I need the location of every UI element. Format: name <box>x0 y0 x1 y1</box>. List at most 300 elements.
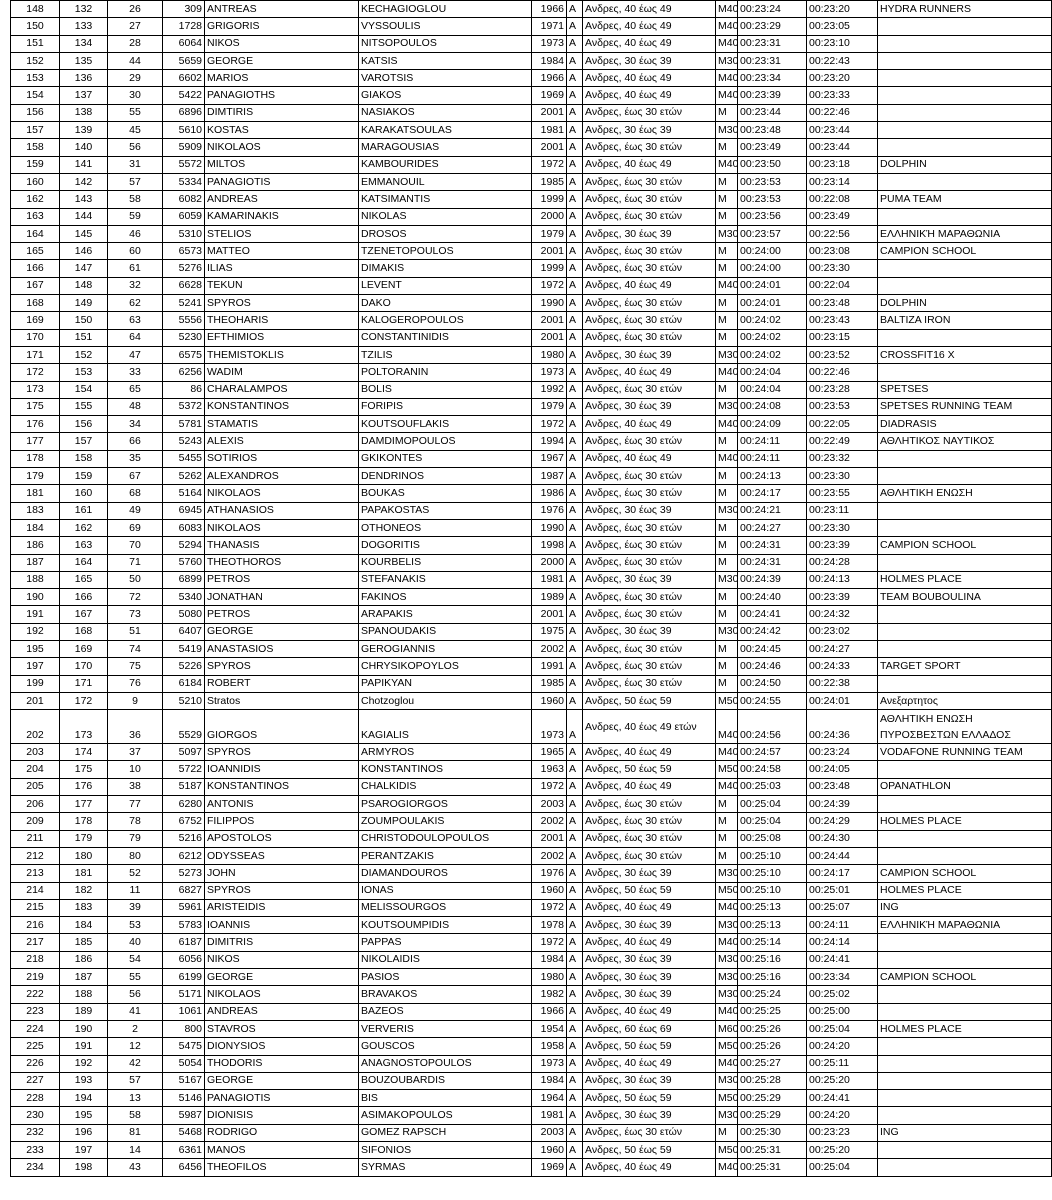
category-position-cell: 33 <box>108 364 163 381</box>
gender-position-cell: 136 <box>60 70 108 87</box>
overall-position-cell: 177 <box>11 433 60 450</box>
first-name-cell: ILIAS <box>205 260 359 277</box>
bib-number-cell: 5455 <box>163 450 205 467</box>
bib-number-cell: 5334 <box>163 173 205 190</box>
last-name-cell: KARAKATSOULAS <box>359 122 532 139</box>
last-name-cell: BRAVAKOS <box>359 986 532 1003</box>
category-code-cell: M <box>716 658 738 675</box>
table-row <box>11 1142 1052 1159</box>
category-position-cell: 45 <box>108 122 163 139</box>
category-label-cell: Ανδρες, έως 30 ετών <box>583 104 716 121</box>
net-time-cell: 00:24:41 <box>807 1090 878 1107</box>
gun-time-cell: 00:25:10 <box>738 882 807 899</box>
gun-time-cell: 00:24:04 <box>738 381 807 398</box>
category-label-cell: Ανδρες, έως 30 ετών <box>583 675 716 692</box>
category-label-cell: Ανδρες, έως 30 ετών <box>583 312 716 329</box>
last-name-cell: BOLIS <box>359 381 532 398</box>
gender-cell: A <box>567 398 583 415</box>
last-name-cell: SIFONIOS <box>359 1142 532 1159</box>
table-row <box>11 710 1052 744</box>
category-position-cell: 11 <box>108 882 163 899</box>
bib-number-cell: 5610 <box>163 122 205 139</box>
gender-cell: A <box>567 312 583 329</box>
overall-position-cell: 219 <box>11 969 60 986</box>
category-position-cell: 70 <box>108 537 163 554</box>
category-position-cell: 48 <box>108 398 163 415</box>
bib-number-cell: 5475 <box>163 1038 205 1055</box>
gender-cell: A <box>567 208 583 225</box>
table-row <box>11 813 1052 830</box>
first-name-cell: ANASTASIOS <box>205 640 359 657</box>
overall-position-cell: 232 <box>11 1124 60 1141</box>
gun-time-cell: 00:25:31 <box>738 1159 807 1176</box>
category-label-cell: Ανδρες, 30 έως 39 <box>583 917 716 934</box>
club-cell <box>878 450 1052 467</box>
gender-position-cell: 158 <box>60 450 108 467</box>
table-row <box>11 433 1052 450</box>
gender-position-cell: 163 <box>60 537 108 554</box>
gender-cell: A <box>567 761 583 778</box>
overall-position-cell: 206 <box>11 796 60 813</box>
gender-cell: A <box>567 571 583 588</box>
category-position-cell: 28 <box>108 35 163 52</box>
overall-position-cell: 163 <box>11 208 60 225</box>
category-position-cell: 49 <box>108 502 163 519</box>
bib-number-cell: 5187 <box>163 778 205 795</box>
first-name-cell: ANDREAS <box>205 191 359 208</box>
gender-cell: A <box>567 35 583 52</box>
table-row <box>11 416 1052 433</box>
gender-position-cell: 169 <box>60 640 108 657</box>
category-code-cell: M50 <box>716 882 738 899</box>
category-label-cell: Ανδρες, 30 έως 39 <box>583 502 716 519</box>
gun-time-cell: 00:24:31 <box>738 537 807 554</box>
net-time-cell: 00:22:38 <box>807 675 878 692</box>
net-time-cell: 00:22:08 <box>807 191 878 208</box>
gun-time-cell: 00:25:31 <box>738 1142 807 1159</box>
gender-cell: A <box>567 1 583 18</box>
birth-year-cell: 2002 <box>532 813 567 830</box>
category-label-cell: Ανδρες, 40 έως 49 <box>583 1 716 18</box>
gender-cell: A <box>567 1020 583 1037</box>
gender-position-cell: 140 <box>60 139 108 156</box>
table-row <box>11 589 1052 606</box>
birth-year-cell: 1986 <box>532 485 567 502</box>
club-cell <box>878 87 1052 104</box>
gender-cell: A <box>567 1003 583 1020</box>
category-position-cell: 68 <box>108 485 163 502</box>
bib-number-cell: 86 <box>163 381 205 398</box>
gender-position-cell: 176 <box>60 778 108 795</box>
net-time-cell: 00:23:30 <box>807 468 878 485</box>
category-position-cell: 41 <box>108 1003 163 1020</box>
birth-year-cell: 1960 <box>532 1142 567 1159</box>
gender-position-cell: 134 <box>60 35 108 52</box>
birth-year-cell: 1972 <box>532 934 567 951</box>
birth-year-cell: 1973 <box>532 710 567 744</box>
table-row <box>11 468 1052 485</box>
overall-position-cell: 192 <box>11 623 60 640</box>
category-label-cell: Ανδρες, 30 έως 39 <box>583 346 716 363</box>
birth-year-cell: 1967 <box>532 450 567 467</box>
category-label-cell: Ανδρες, έως 30 ετών <box>583 243 716 260</box>
club-cell: VODAFONE RUNNING TEAM <box>878 744 1052 761</box>
first-name-cell: GRIGORIS <box>205 18 359 35</box>
club-cell <box>878 70 1052 87</box>
first-name-cell: MARIOS <box>205 70 359 87</box>
table-row <box>11 571 1052 588</box>
gender-cell: A <box>567 416 583 433</box>
last-name-cell: NASIAKOS <box>359 104 532 121</box>
first-name-cell: NIKOLAOS <box>205 485 359 502</box>
last-name-cell: GOMEZ RAPSCH <box>359 1124 532 1141</box>
gender-cell: A <box>567 364 583 381</box>
gender-cell: A <box>567 1107 583 1124</box>
bib-number-cell: 6064 <box>163 35 205 52</box>
gender-position-cell: 168 <box>60 623 108 640</box>
overall-position-cell: 227 <box>11 1072 60 1089</box>
gender-position-cell: 133 <box>60 18 108 35</box>
category-label-cell: Ανδρες, έως 30 ετών <box>583 813 716 830</box>
category-label-cell: Ανδρες, έως 30 ετών <box>583 191 716 208</box>
club-cell: ΑΘΛΗΤΙΚΗ ΕΝΩΣΗ <box>878 485 1052 502</box>
table-row <box>11 1003 1052 1020</box>
last-name-cell: KOUTSOUFLAKIS <box>359 416 532 433</box>
first-name-cell: KOSTAS <box>205 122 359 139</box>
birth-year-cell: 1994 <box>532 433 567 450</box>
gender-position-cell: 189 <box>60 1003 108 1020</box>
category-position-cell: 50 <box>108 571 163 588</box>
table-row <box>11 346 1052 363</box>
bib-number-cell: 5294 <box>163 537 205 554</box>
gun-time-cell: 00:24:42 <box>738 623 807 640</box>
club-cell <box>878 1159 1052 1176</box>
last-name-cell: ASIMAKOPOULOS <box>359 1107 532 1124</box>
table-row <box>11 1055 1052 1072</box>
net-time-cell: 00:24:32 <box>807 606 878 623</box>
gender-position-cell: 194 <box>60 1090 108 1107</box>
category-label-cell: Ανδρες, 30 έως 39 <box>583 52 716 69</box>
bib-number-cell: 6602 <box>163 70 205 87</box>
table-row <box>11 1159 1052 1176</box>
bib-number-cell: 6059 <box>163 208 205 225</box>
birth-year-cell: 1976 <box>532 502 567 519</box>
club-cell <box>878 1142 1052 1159</box>
gun-time-cell: 00:24:56 <box>738 710 807 744</box>
overall-position-cell: 181 <box>11 485 60 502</box>
overall-position-cell: 164 <box>11 225 60 242</box>
club-cell: SPETSES <box>878 381 1052 398</box>
club-cell: HYDRA RUNNERS <box>878 1 1052 18</box>
birth-year-cell: 2002 <box>532 847 567 864</box>
overall-position-cell: 175 <box>11 398 60 415</box>
net-time-cell: 00:23:43 <box>807 312 878 329</box>
category-code-cell: M30 <box>716 398 738 415</box>
bib-number-cell: 6184 <box>163 675 205 692</box>
category-label-cell: Ανδρες, 40 έως 49 <box>583 778 716 795</box>
gun-time-cell: 00:25:03 <box>738 778 807 795</box>
first-name-cell: ANTREAS <box>205 1 359 18</box>
category-code-cell: M <box>716 312 738 329</box>
category-code-cell: M40 <box>716 35 738 52</box>
club-cell: PUMA TEAM <box>878 191 1052 208</box>
category-position-cell: 42 <box>108 1055 163 1072</box>
category-label-cell: Ανδρες, έως 30 ετών <box>583 260 716 277</box>
overall-position-cell: 160 <box>11 173 60 190</box>
last-name-cell: STEFANAKIS <box>359 571 532 588</box>
first-name-cell: KONSTANTINOS <box>205 398 359 415</box>
net-time-cell: 00:23:15 <box>807 329 878 346</box>
last-name-cell: PAPAKOSTAS <box>359 502 532 519</box>
first-name-cell: SPYROS <box>205 882 359 899</box>
gender-cell: A <box>567 346 583 363</box>
gender-cell: A <box>567 1159 583 1176</box>
category-code-cell: M30 <box>716 571 738 588</box>
category-code-cell: M30 <box>716 1072 738 1089</box>
last-name-cell: KAMBOURIDES <box>359 156 532 173</box>
table-row <box>11 847 1052 864</box>
club-cell <box>878 468 1052 485</box>
table-row <box>11 1 1052 18</box>
club-cell: HOLMES PLACE <box>878 571 1052 588</box>
bib-number-cell: 5372 <box>163 398 205 415</box>
category-code-cell: M40 <box>716 744 738 761</box>
first-name-cell: DIONYSIOS <box>205 1038 359 1055</box>
category-code-cell: M50 <box>716 692 738 709</box>
category-position-cell: 9 <box>108 692 163 709</box>
net-time-cell: 00:23:20 <box>807 70 878 87</box>
overall-position-cell: 228 <box>11 1090 60 1107</box>
table-row <box>11 554 1052 571</box>
club-cell: CAMPION SCHOOL <box>878 865 1052 882</box>
first-name-cell: DIMITRIS <box>205 934 359 951</box>
last-name-cell: PASIOS <box>359 969 532 986</box>
birth-year-cell: 1973 <box>532 1055 567 1072</box>
first-name-cell: MATTEO <box>205 243 359 260</box>
gun-time-cell: 00:24:13 <box>738 468 807 485</box>
overall-position-cell: 153 <box>11 70 60 87</box>
gender-cell: A <box>567 173 583 190</box>
net-time-cell: 00:25:07 <box>807 899 878 916</box>
gender-position-cell: 192 <box>60 1055 108 1072</box>
club-cell <box>878 277 1052 294</box>
birth-year-cell: 1960 <box>532 882 567 899</box>
overall-position-cell: 165 <box>11 243 60 260</box>
category-code-cell: M40 <box>716 1003 738 1020</box>
overall-position-cell: 151 <box>11 35 60 52</box>
net-time-cell: 00:23:48 <box>807 778 878 795</box>
gender-cell: A <box>567 554 583 571</box>
bib-number-cell: 6212 <box>163 847 205 864</box>
net-time-cell: 00:23:14 <box>807 173 878 190</box>
last-name-cell: ZOUMPOULAKIS <box>359 813 532 830</box>
category-position-cell: 53 <box>108 917 163 934</box>
gun-time-cell: 00:24:46 <box>738 658 807 675</box>
first-name-cell: SPYROS <box>205 295 359 312</box>
birth-year-cell: 1972 <box>532 416 567 433</box>
birth-year-cell: 1999 <box>532 260 567 277</box>
last-name-cell: IONAS <box>359 882 532 899</box>
net-time-cell: 00:22:43 <box>807 52 878 69</box>
net-time-cell: 00:23:53 <box>807 398 878 415</box>
bib-number-cell: 1061 <box>163 1003 205 1020</box>
category-label-cell: Ανδρες, 30 έως 39 <box>583 986 716 1003</box>
overall-position-cell: 195 <box>11 640 60 657</box>
bib-number-cell: 6752 <box>163 813 205 830</box>
gender-cell: A <box>567 934 583 951</box>
category-position-cell: 61 <box>108 260 163 277</box>
category-code-cell: M40 <box>716 450 738 467</box>
category-label-cell: Ανδρες, 40 έως 49 <box>583 70 716 87</box>
gun-time-cell: 00:24:39 <box>738 571 807 588</box>
table-row <box>11 969 1052 986</box>
first-name-cell: DIONISIS <box>205 1107 359 1124</box>
gender-cell: A <box>567 986 583 1003</box>
gender-cell: A <box>567 710 583 744</box>
gun-time-cell: 00:25:16 <box>738 969 807 986</box>
last-name-cell: DAMDIMOPOULOS <box>359 433 532 450</box>
gender-position-cell: 184 <box>60 917 108 934</box>
overall-position-cell: 224 <box>11 1020 60 1037</box>
category-code-cell: M40 <box>716 1 738 18</box>
birth-year-cell: 1990 <box>532 295 567 312</box>
birth-year-cell: 1985 <box>532 675 567 692</box>
bib-number-cell: 5310 <box>163 225 205 242</box>
category-code-cell: M30 <box>716 52 738 69</box>
category-position-cell: 29 <box>108 70 163 87</box>
category-label-cell: Ανδρες, έως 30 ετών <box>583 381 716 398</box>
category-label-cell: Ανδρες, 30 έως 39 <box>583 225 716 242</box>
last-name-cell: PERANTZAKIS <box>359 847 532 864</box>
bib-number-cell: 800 <box>163 1020 205 1037</box>
gender-position-cell: 144 <box>60 208 108 225</box>
category-code-cell: M <box>716 243 738 260</box>
first-name-cell: CHARALAMPOS <box>205 381 359 398</box>
last-name-cell: ARAPAKIS <box>359 606 532 623</box>
gun-time-cell: 00:25:28 <box>738 1072 807 1089</box>
club-cell: TARGET SPORT <box>878 658 1052 675</box>
first-name-cell: KONSTANTINOS <box>205 778 359 795</box>
club-cell: DOLPHIN <box>878 156 1052 173</box>
overall-position-cell: 202 <box>11 710 60 744</box>
club-cell <box>878 1003 1052 1020</box>
category-position-cell: 57 <box>108 1072 163 1089</box>
bib-number-cell: 6361 <box>163 1142 205 1159</box>
table-row <box>11 640 1052 657</box>
category-code-cell: M <box>716 260 738 277</box>
last-name-cell: BOUKAS <box>359 485 532 502</box>
birth-year-cell: 1998 <box>532 537 567 554</box>
category-position-cell: 62 <box>108 295 163 312</box>
first-name-cell: SOTIRIOS <box>205 450 359 467</box>
category-position-cell: 52 <box>108 865 163 882</box>
first-name-cell: PETROS <box>205 606 359 623</box>
last-name-cell: GEROGIANNIS <box>359 640 532 657</box>
category-label-cell: Ανδρες, 40 έως 49 <box>583 899 716 916</box>
overall-position-cell: 170 <box>11 329 60 346</box>
gender-position-cell: 198 <box>60 1159 108 1176</box>
net-time-cell: 00:23:28 <box>807 381 878 398</box>
gun-time-cell: 00:25:10 <box>738 865 807 882</box>
last-name-cell: KOURBELIS <box>359 554 532 571</box>
birth-year-cell: 2001 <box>532 139 567 156</box>
bib-number-cell: 5262 <box>163 468 205 485</box>
first-name-cell: FILIPPOS <box>205 813 359 830</box>
first-name-cell: JOHN <box>205 865 359 882</box>
category-label-cell: Ανδρες, 40 έως 49 ετών <box>583 710 716 744</box>
gender-position-cell: 183 <box>60 899 108 916</box>
gender-position-cell: 150 <box>60 312 108 329</box>
gun-time-cell: 00:24:17 <box>738 485 807 502</box>
club-cell <box>878 208 1052 225</box>
gender-position-cell: 153 <box>60 364 108 381</box>
category-code-cell: M40 <box>716 1159 738 1176</box>
last-name-cell: DAKO <box>359 295 532 312</box>
birth-year-cell: 1972 <box>532 156 567 173</box>
gender-position-cell: 132 <box>60 1 108 18</box>
gender-cell: A <box>567 52 583 69</box>
category-label-cell: Ανδρες, έως 30 ετών <box>583 830 716 847</box>
overall-position-cell: 218 <box>11 951 60 968</box>
gender-cell: A <box>567 18 583 35</box>
gender-cell: A <box>567 640 583 657</box>
overall-position-cell: 226 <box>11 1055 60 1072</box>
overall-position-cell: 205 <box>11 778 60 795</box>
category-label-cell: Ανδρες, 40 έως 49 <box>583 450 716 467</box>
results-table <box>10 0 1052 1177</box>
gender-cell: A <box>567 329 583 346</box>
gender-position-cell: 196 <box>60 1124 108 1141</box>
gender-cell: A <box>567 502 583 519</box>
category-position-cell: 26 <box>108 1 163 18</box>
table-row <box>11 450 1052 467</box>
bib-number-cell: 5556 <box>163 312 205 329</box>
category-position-cell: 34 <box>108 416 163 433</box>
category-code-cell: M30 <box>716 122 738 139</box>
category-label-cell: Ανδρες, έως 30 ετών <box>583 606 716 623</box>
club-cell: HOLMES PLACE <box>878 1020 1052 1037</box>
category-label-cell: Ανδρες, 30 έως 39 <box>583 623 716 640</box>
birth-year-cell: 1991 <box>532 658 567 675</box>
gender-cell: A <box>567 796 583 813</box>
gender-cell: A <box>567 139 583 156</box>
bib-number-cell: 5961 <box>163 899 205 916</box>
gender-position-cell: 141 <box>60 156 108 173</box>
bib-number-cell: 6187 <box>163 934 205 951</box>
last-name-cell: CONSTANTINIDIS <box>359 329 532 346</box>
category-position-cell: 57 <box>108 173 163 190</box>
gender-cell: A <box>567 899 583 916</box>
category-label-cell: Ανδρες, έως 30 ετών <box>583 554 716 571</box>
overall-position-cell: 179 <box>11 468 60 485</box>
first-name-cell: STAMATIS <box>205 416 359 433</box>
table-row <box>11 830 1052 847</box>
bib-number-cell: 5164 <box>163 485 205 502</box>
first-name-cell: STELIOS <box>205 225 359 242</box>
category-code-cell: M <box>716 519 738 536</box>
category-code-cell: M <box>716 1124 738 1141</box>
club-cell: CAMPION SCHOOL <box>878 243 1052 260</box>
net-time-cell: 00:25:20 <box>807 1142 878 1159</box>
birth-year-cell: 2001 <box>532 830 567 847</box>
gender-cell: A <box>567 969 583 986</box>
category-code-cell: M40 <box>716 87 738 104</box>
category-position-cell: 55 <box>108 969 163 986</box>
gender-position-cell: 143 <box>60 191 108 208</box>
overall-position-cell: 183 <box>11 502 60 519</box>
category-label-cell: Ανδρες, 30 έως 39 <box>583 1072 716 1089</box>
first-name-cell: THODORIS <box>205 1055 359 1072</box>
